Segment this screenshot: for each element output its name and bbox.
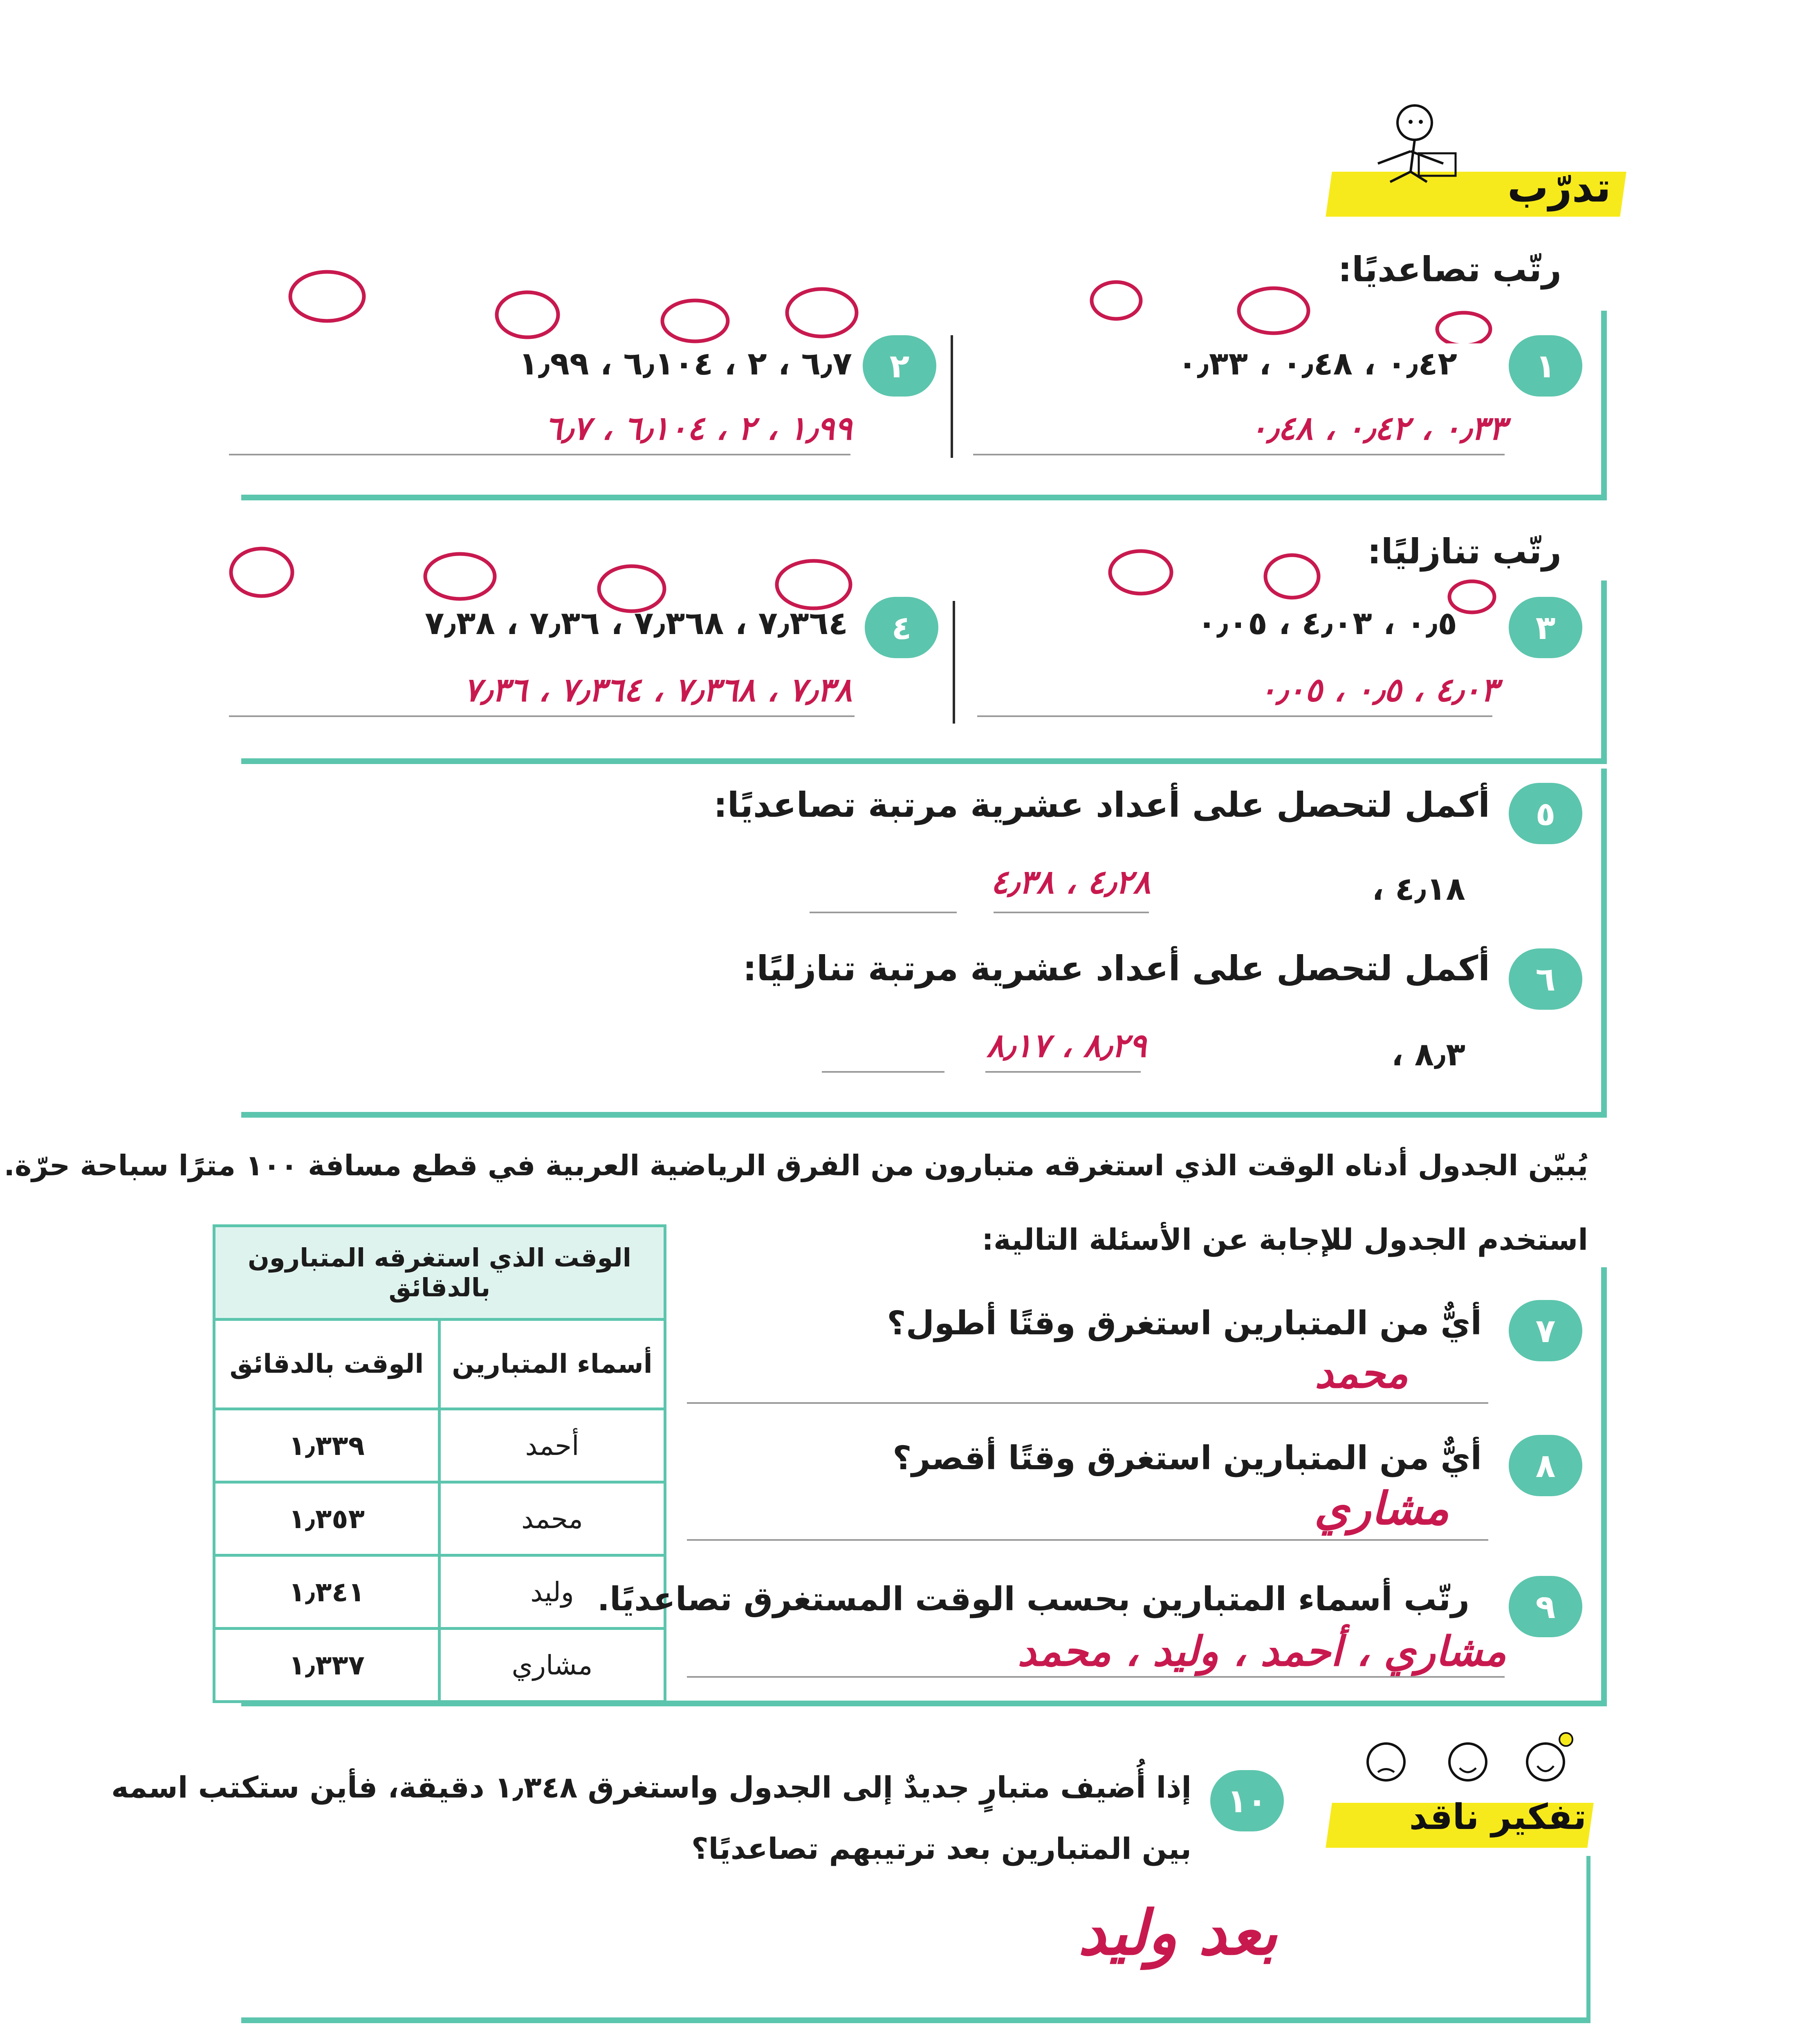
- q1-values: ٠٫٤٢ ، ٠٫٤٨ ، ٠٫٣٣: [1178, 345, 1457, 382]
- row-name: وليد: [439, 1555, 665, 1629]
- practice-header: [1329, 164, 1623, 221]
- q7-text: أيٌّ من المتبارين استغرق وقتًا أطول؟: [887, 1304, 1482, 1342]
- table-title: الوقت الذي استغرقه المتبارون بالدقائق: [214, 1226, 665, 1320]
- q9-answer: مشاري ، أحمد ، وليد ، محمد: [1017, 1627, 1506, 1675]
- use-table-instruction: استخدم الجدول للإجابة عن الأسئلة التالية:: [982, 1222, 1588, 1257]
- stick-figure-icon: [1353, 102, 1460, 184]
- q10-text-line2: بين المتبارين بعد ترتيبهم تصاعديًا؟: [691, 1831, 1191, 1866]
- table-row: [214, 1482, 665, 1555]
- table-row: [214, 1409, 665, 1482]
- descending-instruction: رتّب تنازليًا:: [1367, 531, 1561, 572]
- q7-answer: محمد: [1315, 1349, 1408, 1397]
- q3-answer: ٤٫٠٣ ، ٠٫٥ ، ٠٫٠٥: [1259, 670, 1498, 709]
- question-badge-5: ٥: [1509, 783, 1582, 844]
- question-badge-1: ١: [1509, 335, 1582, 397]
- order-marks-descending: [229, 544, 1537, 625]
- q6-answer: ٨٫٢٩ ، ٨٫١٧: [986, 1026, 1146, 1065]
- row-time: ١٫٣٣٩: [214, 1409, 440, 1482]
- question-badge-2: ٢: [863, 335, 936, 397]
- race-times-table: [213, 1224, 666, 1703]
- ascending-instruction: رتّب تصاعديًا:: [1338, 249, 1561, 289]
- row-time: ١٫٣٤١: [214, 1555, 440, 1629]
- question-badge-4: ٤: [865, 597, 938, 658]
- q4-values: ٧٫٣٦٤ ، ٧٫٣٦٨ ، ٧٫٣٦ ، ٧٫٣٨: [425, 605, 848, 642]
- practice-title: تدرّب: [1507, 164, 1611, 211]
- row-time: ١٫٣٣٧: [214, 1629, 440, 1702]
- q10-text-line1: إذا أُضيف متبارٍ جديدٌ إلى الجدول واستغرق ١٫٣٤٨ دقيقة، فأين ستكتب اسمه: [111, 1770, 1191, 1804]
- q5-given: ٤٫١٨ ،: [1372, 871, 1465, 908]
- q6-given: ٨٫٣ ،: [1391, 1036, 1465, 1073]
- q2-answer: ١٫٩٩ ، ٢ ، ٦٫١٠٤ ، ٦٫٧: [544, 409, 852, 447]
- row-name: أحمد: [439, 1409, 665, 1482]
- question-badge-7: ٧: [1509, 1300, 1582, 1361]
- question-badge-6: ٦: [1509, 948, 1582, 1010]
- q8-text: أيٌّ من المتبارين استغرق وقتًا أقصر؟: [893, 1439, 1482, 1477]
- q9-text: رتّب أسماء المتبارين بحسب الوقت المستغرق تصاعديًا.: [597, 1580, 1469, 1618]
- q2-values: ٦٫٧ ، ٢ ، ٦٫١٠٤ ، ١٫٩٩: [518, 345, 852, 382]
- col-header-time: الوقت بالدقائق: [214, 1320, 440, 1409]
- table-intro: يُبيّن الجدول أدناه الوقت الذي استغرقه متبارون من الفرق الرياضية العربية في قطع مسافة ١٠٠ مترًا سباحة حرّة.: [4, 1149, 1588, 1182]
- row-name: مشاري: [439, 1629, 665, 1702]
- q8-answer: مشاري: [1314, 1482, 1449, 1535]
- critical-thinking-label: تفكير ناقد: [1409, 1797, 1586, 1838]
- q1-answer: ٠٫٣٣ ، ٠٫٤٢ ، ٠٫٤٨: [1249, 409, 1506, 447]
- q6-text: أكمل لتحصل على أعداد عشرية مرتبة تنازليًا:: [743, 948, 1490, 988]
- q5-answer: ٤٫٢٨ ، ٤٫٣٨: [990, 863, 1151, 901]
- order-marks-ascending: [286, 262, 1513, 343]
- question-badge-8: ٨: [1509, 1435, 1582, 1496]
- q3-values: ٠٫٥ ، ٤٫٠٣ ، ٠٫٠٥: [1197, 605, 1457, 642]
- question-badge-3: ٣: [1509, 597, 1582, 658]
- question-badge-10: ١٠: [1210, 1770, 1284, 1831]
- critical-thinking-header: [1321, 1729, 1599, 1860]
- row-name: محمد: [439, 1482, 665, 1555]
- col-header-names: أسماء المتبارين: [439, 1320, 665, 1409]
- q5-text: أكمل لتحصل على أعداد عشرية مرتبة تصاعديًا:: [713, 785, 1490, 825]
- thinking-faces-icon: [1357, 1729, 1578, 1803]
- q10-answer: بعد وليد: [1078, 1897, 1277, 1969]
- q4-answer: ٧٫٣٨ ، ٧٫٣٦٨ ، ٧٫٣٦٤ ، ٧٫٣٦: [463, 670, 852, 709]
- question-badge-9: ٩: [1509, 1576, 1582, 1637]
- row-time: ١٫٣٥٣: [214, 1482, 440, 1555]
- table-row: [214, 1629, 665, 1702]
